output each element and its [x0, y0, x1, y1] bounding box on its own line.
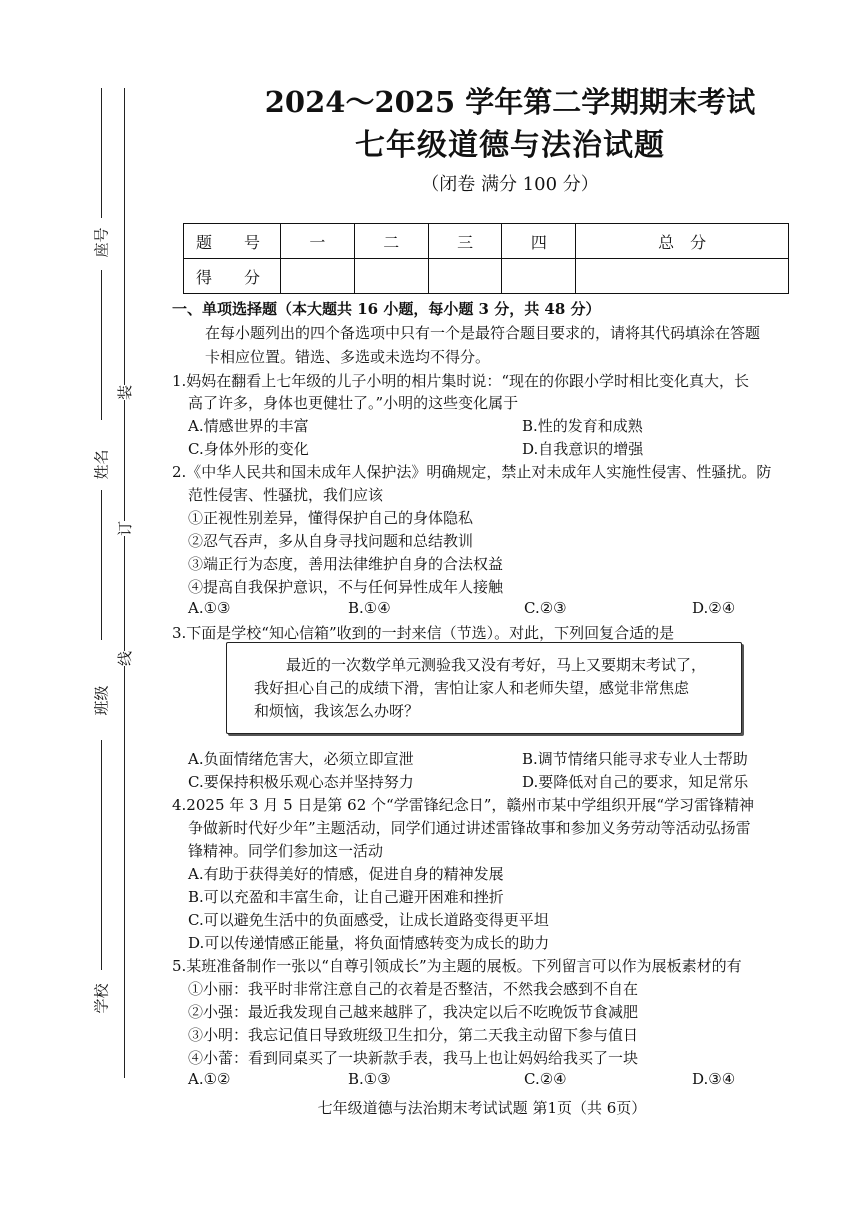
q4-option-b: B.可以充盈和丰富生命，让自己避开困难和挫折: [188, 888, 504, 906]
q2-stem: 2.《中华人民共和国未成年人保护法》明确规定，禁止对未成年人实施性侵害、性骚扰。防: [172, 463, 772, 481]
q2-statement: ②忍气吞声，多从自身寻找问题和总结教训: [188, 532, 474, 550]
score-table-score-row: [184, 259, 789, 294]
score-table-header-row: [184, 224, 789, 259]
q1-option-b: B.性的发育和成熟: [522, 417, 643, 435]
exam-note: （闭卷 满分 100 分）: [421, 174, 599, 195]
q4-stem: 锋精神。同学们参加这一活动: [188, 842, 384, 860]
section1-instruction: 在每小题列出的四个备选项中只有一个是最符合题目要求的，请将其代码填涂在答题: [205, 324, 761, 342]
q1-option-d: D.自我意识的增强: [522, 440, 644, 458]
q5-option-a: A.①②: [188, 1070, 231, 1088]
q1-stem: 1.妈妈在翻看上七年级的儿子小明的相片集时说：“现在的你跟小学时相比变化真大，长: [172, 372, 749, 390]
score-cell: 三: [428, 224, 502, 259]
school-blank: [101, 740, 102, 970]
q1-option-a: A.情感世界的丰富: [188, 417, 309, 435]
q5-statement: ③小明：我忘记值日导致班级卫生扣分，第二天我主动留下参与值日: [188, 1026, 639, 1044]
q3-option-a: A.负面情绪危害大，必须立即宣泄: [188, 750, 414, 768]
ding-mark: 订: [116, 520, 135, 537]
score-cell: 二: [354, 224, 428, 259]
score-blank[interactable]: [428, 259, 502, 294]
name-label: 姓名: [92, 449, 111, 480]
q2-option-d: D.②④: [692, 599, 736, 617]
page-footer: 七年级道德与法治期末考试试题 第1页（共 6页）: [317, 1099, 647, 1117]
letter-text: 我好担心自己的成绩下滑，害怕让家人和老师失望，感觉非常焦虑: [254, 679, 690, 697]
q2-option-a: A.①③: [188, 599, 231, 617]
score-blank[interactable]: [502, 259, 576, 294]
binding-line: [124, 88, 125, 1078]
section1-heading: 一、单项选择题（本大题共 16 小题，每小题 3 分，共 48 分）: [172, 300, 601, 318]
seat-label: 座号: [92, 227, 111, 258]
score-table: [183, 223, 789, 294]
q4-option-a: A.有助于获得美好的情感，促进自身的精神发展: [188, 865, 504, 883]
zhuang-mark: 装: [116, 384, 135, 401]
q5-statement: ②小强：最近我发现自己越来越胖了，我决定以后不吃晚饭节食减肥: [188, 1003, 639, 1021]
q2-statement: ①正视性别差异，懂得保护自己的身体隐私: [188, 509, 474, 527]
q3-option-c: C.要保持积极乐观心态并坚持努力: [188, 773, 414, 791]
letter-text: 和烦恼，我该怎么办呀？: [254, 702, 420, 720]
score-cell: 得 分: [184, 259, 281, 294]
score-cell: 总 分: [576, 224, 789, 259]
q4-stem: 4.2025 年 3 月 5 日是第 62 个“学雷锋纪念日”，赣州市某中学组织开展“学习雷锋精神: [172, 796, 755, 814]
q3-option-d: D.要降低对自己的要求，知足常乐: [522, 773, 749, 791]
q2-statement: ④提高自我保护意识，不与任何异性成年人接触: [188, 578, 504, 596]
score-cell: 四: [502, 224, 576, 259]
exam-title: 2024～2025 学年第二学期期末考试: [264, 85, 756, 119]
score-cell: 题 号: [184, 224, 281, 259]
q4-option-d: D.可以传递情感正能量，将负面情感转变为成长的助力: [188, 934, 550, 952]
q2-option-b: B.①④: [348, 599, 391, 617]
q2-option-c: C.②③: [524, 599, 567, 617]
section1-instruction: 卡相应位置。错选、多选或未选均不得分。: [205, 348, 491, 366]
q4-option-c: C.可以避免生活中的负面感受，让成长道路变得更平坦: [188, 911, 549, 929]
q4-stem: 争做新时代好少年”主题活动，同学们通过讲述雷锋故事和参加义务劳动等活动弘扬雷: [188, 819, 751, 837]
xian-mark: 线: [116, 650, 135, 667]
seat-blank: [101, 88, 102, 218]
q2-statement: ③端正行为态度，善用法律维护自身的合法权益: [188, 555, 504, 573]
name-blank-upper: [101, 270, 102, 420]
score-cell: 一: [281, 224, 355, 259]
q5-statement: ④小蕾：看到同桌买了一块新款手表，我马上也让妈妈给我买了一块: [188, 1049, 639, 1067]
school-label: 学校: [92, 983, 111, 1014]
q3-option-b: B.调节情绪只能寻求专业人士帮助: [522, 750, 748, 768]
class-label: 班级: [92, 685, 111, 716]
q5-option-c: C.②④: [524, 1070, 567, 1088]
q2-stem: 范性侵害、性骚扰，我们应该: [188, 486, 384, 504]
q1-stem: 高了许多，身体也更健壮了。”小明的这些变化属于: [188, 394, 519, 412]
q1-option-c: C.身体外形的变化: [188, 440, 309, 458]
exam-subtitle: 七年级道德与法治试题: [355, 128, 665, 163]
q5-statement: ①小丽：我平时非常注意自己的衣着是否整洁，不然我会感到不自在: [188, 980, 639, 998]
q5-option-b: B.①③: [348, 1070, 391, 1088]
letter-text: 最近的一次数学单元测验我又没有考好，马上又要期末考试了，: [286, 656, 707, 674]
q3-stem: 3.下面是学校“知心信箱”收到的一封来信（节选）。对此，下列回复合适的是: [172, 624, 675, 642]
score-blank[interactable]: [576, 259, 789, 294]
score-blank[interactable]: [281, 259, 355, 294]
q5-stem: 5.某班准备制作一张以“自尊引领成长”为主题的展板。下列留言可以作为展板素材的有: [172, 957, 742, 975]
class-blank: [101, 490, 102, 640]
score-blank[interactable]: [354, 259, 428, 294]
q5-option-d: D.③④: [692, 1070, 736, 1088]
